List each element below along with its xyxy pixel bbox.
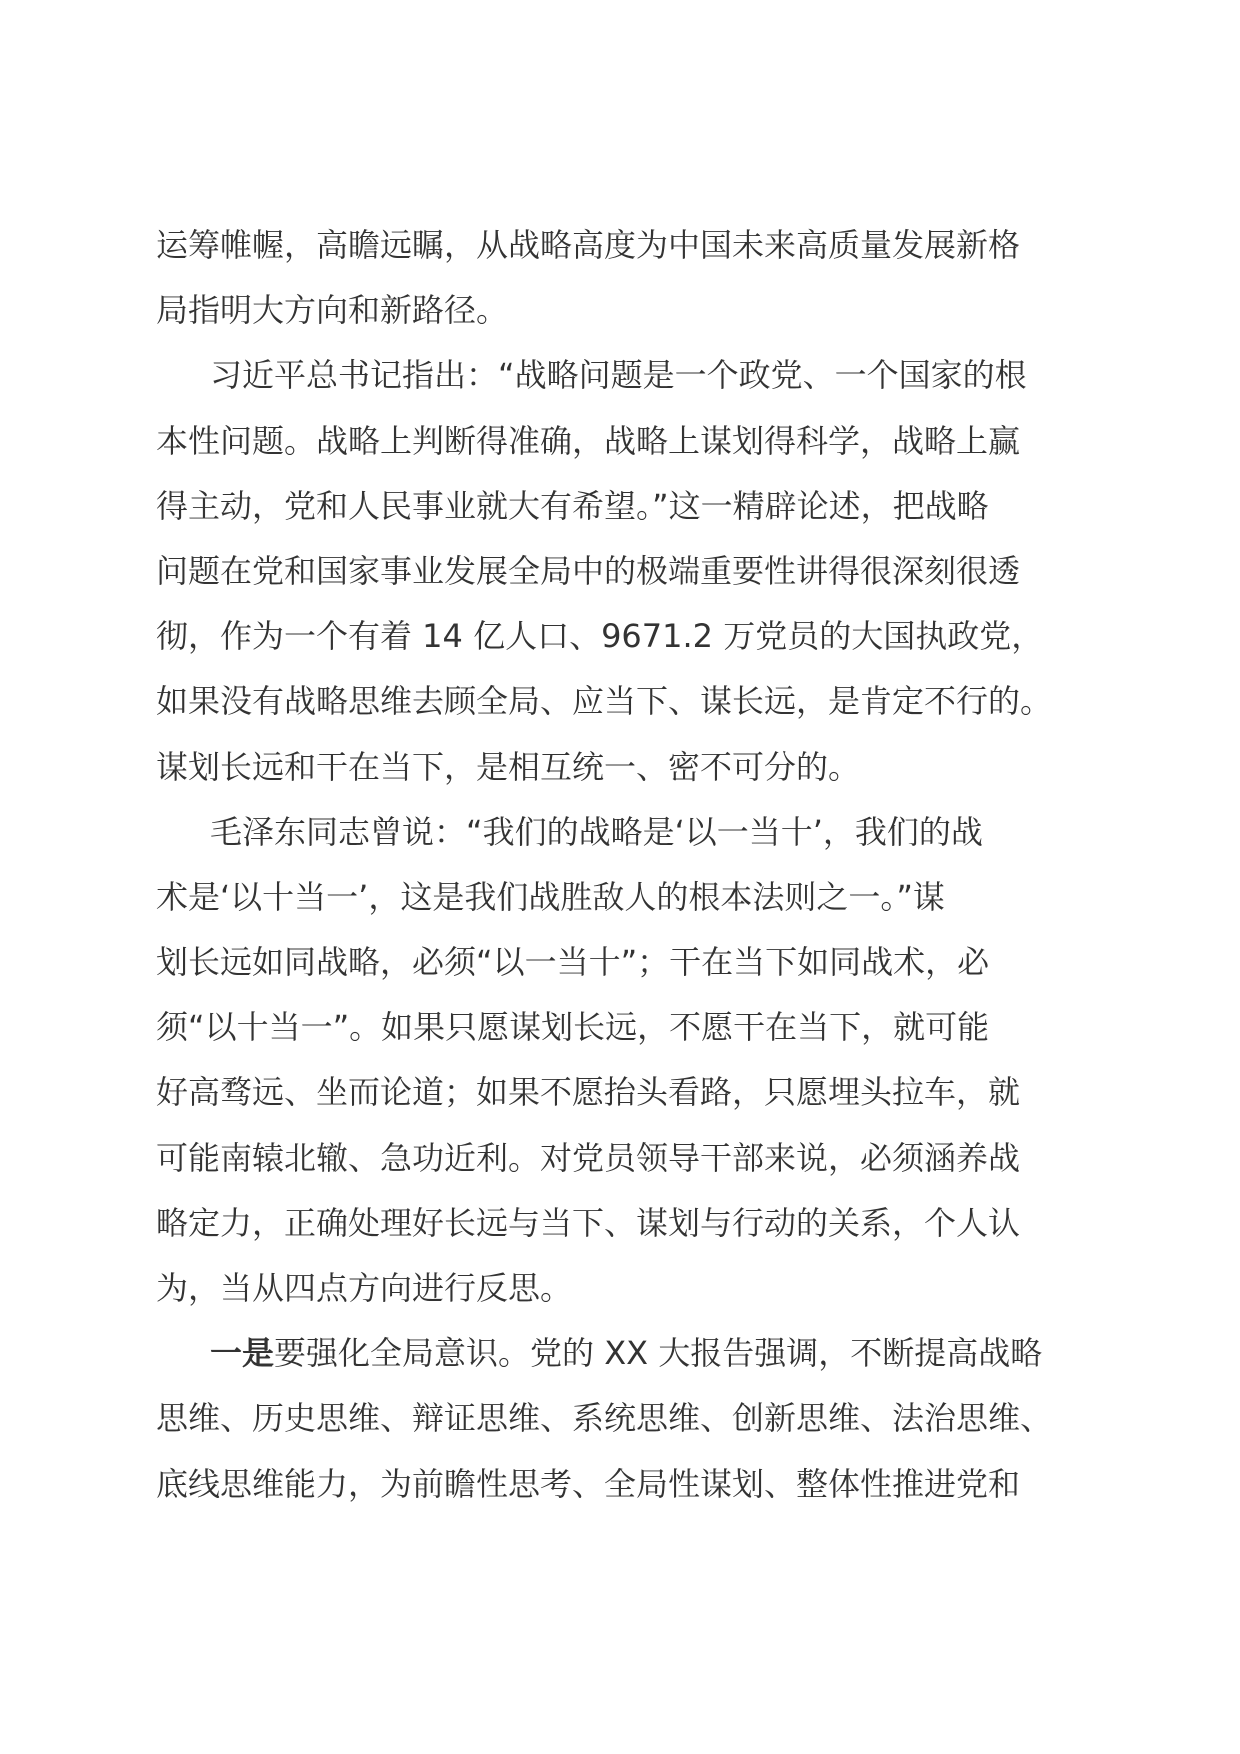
paragraph-2 — [156, 343, 1086, 799]
paragraph-3 — [156, 800, 1086, 1322]
bold-lead-text: 一是 — [210, 1334, 275, 1373]
text-line: 习近平总书记指出：“战略问题是一个政党、一个国家的根 — [210, 356, 1027, 395]
text-line: 谋划长远和干在当下，是相互统一、密不可分的。 — [156, 747, 861, 786]
text-line: 须“以十当一”。如果只愿谋划长远，不愿干在当下，就可能 — [156, 1008, 990, 1047]
text-line: 运筹帷幄，高瞻远瞩，从战略高度为中国未来高质量发展新格 — [156, 226, 1021, 264]
text-line: 得主动，党和人民事业就大有希望。”这一精辟论述，把战略 — [156, 486, 989, 525]
text-line-lead — [156, 1321, 1086, 1386]
text-line: 问题在党和国家事业发展全局中的极端重要性讲得很深刻很透 — [156, 551, 1021, 590]
text-line: 本性问题。战略上判断得准确，战略上谋划得科学，战略上赢 — [156, 421, 1021, 460]
text-line: 毛泽东同志曾说：“我们的战略是‘以一当十’，我们的战 — [210, 812, 983, 851]
lead-line-rest: 要强化全局意识。党的 XX 大报告强调，不断提高战略 — [274, 1334, 1043, 1373]
text-line: 如果没有战略思维去顾全局、应当下、谋长远，是肯定不行的。 — [156, 682, 1053, 721]
text-line: 为，当从四点方向进行反思。 — [156, 1269, 573, 1307]
paragraph-1 — [156, 213, 1086, 343]
paragraph-4 — [156, 1321, 1086, 1517]
text-line: 划长远如同战略，必须“以一当十”；干在当下如同战术，必 — [156, 943, 990, 982]
text-line: 好高骛远、坐而论道；如果不愿抬头看路，只愿埋头拉车，就 — [156, 1073, 1021, 1112]
body-text — [156, 213, 1086, 1517]
text-line: 术是‘以十当一’，这是我们战胜敌人的根本法则之一。”谋 — [156, 877, 945, 916]
text-line: 略定力，正确处理好长远与当下、谋划与行动的关系，个人认 — [156, 1203, 1021, 1242]
text-line: 底线思维能力，为前瞻性思考、全局性谋划、整体性推进党和 — [156, 1464, 1021, 1503]
text-line: 局指明大方向和新路径。 — [156, 291, 509, 330]
text-line: 彻，作为一个有着 14 亿人口、9671.2 万党员的大国执政党， — [156, 617, 1044, 656]
text-line: 思维、历史思维、辩证思维、系统思维、创新思维、法治思维、 — [156, 1399, 1053, 1438]
text-line: 可能南辕北辙、急功近利。对党员领导干部来说，必须涵养战 — [156, 1138, 1021, 1177]
